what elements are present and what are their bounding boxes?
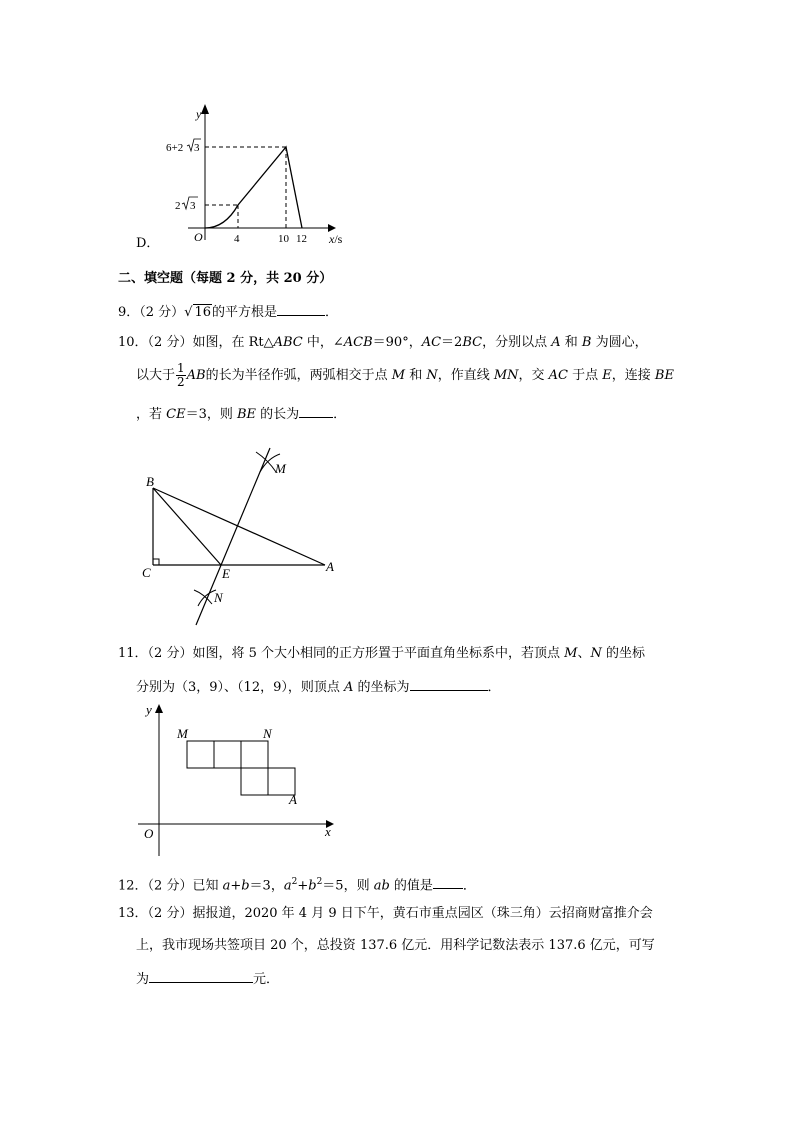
q10-point-m: M (391, 368, 406, 383)
q12-exponent: 2 (291, 877, 298, 887)
fraction-numerator: 1 (177, 361, 185, 375)
fraction-denominator: 2 (177, 375, 185, 389)
question-10-line-3 (136, 405, 346, 423)
label-o: O (144, 826, 154, 841)
q10-ac: AC (421, 335, 442, 350)
label-b: B (146, 474, 154, 489)
question-9 (118, 303, 338, 321)
segment-ba (153, 488, 325, 565)
q12-text: 的值是 (389, 878, 433, 894)
q9-answer-blank (277, 303, 325, 316)
q10-figure (130, 440, 360, 630)
arc-m-1 (256, 452, 276, 472)
question-12 (118, 874, 476, 894)
triangle-figure (130, 440, 360, 630)
x-axis-arrow (328, 224, 336, 232)
x-tick-4: 4 (234, 233, 240, 245)
square-5 (268, 768, 295, 795)
y-label: y (196, 107, 202, 121)
square-3 (241, 741, 268, 768)
question-13-line-2: 上，我市现场共签项目 20 个，总投资 137.6 亿元．用科学记数法表示 137.6 亿元，可写 (136, 938, 655, 953)
q10-text: ，交 (518, 368, 549, 383)
label-c: C (142, 565, 151, 580)
q12-a-plus-b: a+b (222, 878, 250, 894)
q12-answer-blank (433, 876, 463, 889)
q10-text: 的长为 (256, 407, 300, 422)
option-d-figure (130, 100, 360, 250)
q10-text: 中，∠ (302, 335, 344, 350)
q10-point-e: E (602, 368, 612, 383)
x-label: x/s (329, 232, 343, 246)
square-1 (187, 741, 214, 768)
q10-be: BE (236, 407, 257, 422)
q10-text: ，连接 (611, 368, 655, 383)
q12-b: b (308, 878, 317, 894)
q12-end: ． (462, 878, 476, 894)
x-tick-10: 10 (278, 233, 289, 245)
q12-a: a (283, 878, 292, 894)
origin-label: O (194, 230, 203, 244)
q10-text: ，分别以点 (482, 335, 552, 350)
y-tick-low-rad: 3 (190, 200, 196, 212)
q11-figure (130, 700, 350, 860)
q11-point-m: M (564, 646, 578, 661)
square-4 (241, 768, 268, 795)
q10-text: ，若 (136, 407, 167, 422)
option-d-label: D． (136, 236, 160, 251)
question-10-line-2 (136, 362, 674, 390)
coordinate-squares-figure (130, 700, 350, 860)
q10-text: ＝2 (441, 335, 463, 350)
q10-abc: ABC (273, 335, 303, 350)
label-a: A (326, 559, 334, 574)
q12-ab: ab (373, 878, 390, 894)
q11-point-n: N (590, 646, 602, 661)
y-axis-arrow (155, 704, 163, 713)
q13-text: 为 (136, 972, 150, 987)
question-11-line-2 (136, 678, 501, 696)
q9-number: 9．（2 分） (118, 305, 185, 320)
q10-ce: CE (166, 407, 186, 422)
label-n: N (214, 590, 223, 605)
q10-mn: MN (493, 368, 519, 383)
q11-text: 的坐标为 (353, 680, 410, 695)
segment-be (153, 488, 221, 565)
label-m: M (177, 726, 188, 741)
q12-text: ＝5，则 (322, 878, 374, 894)
q9-end: ． (325, 305, 339, 320)
q10-text: 和 (405, 368, 427, 383)
label-y: y (146, 702, 152, 717)
q13-text: 元． (253, 972, 280, 987)
graph-curve (205, 147, 302, 228)
right-angle-mark (153, 559, 159, 565)
q11-text: 11．（2 分）如图，将 5 个大小相同的正方形置于平面直角坐标系中，若顶点 (118, 646, 565, 661)
q10-text: 10．（2 分）如图，在 Rt△ (118, 335, 274, 350)
q10-ab: AB (186, 368, 206, 383)
question-11-line-1 (118, 646, 645, 662)
q11-end: ． (487, 680, 501, 695)
y-tick-low-prefix: 2 (175, 200, 181, 212)
q10-end: ． (333, 407, 347, 422)
q12-text: ＝3， (249, 878, 284, 894)
q13-answer-blank (149, 970, 253, 983)
q11-text: 、 (577, 646, 591, 661)
q10-text: 于点 (568, 368, 603, 383)
y-tick-top-rad: 3 (194, 142, 200, 154)
square-2 (214, 741, 241, 768)
label-e: E (222, 566, 230, 581)
q10-text: 为圆心， (591, 335, 648, 350)
q10-answer-blank (299, 405, 333, 418)
q10-text: 的长为半径作弧，两弧相交于点 (205, 368, 392, 383)
q11-point-a: A (344, 680, 354, 695)
x-tick-12: 12 (296, 233, 307, 245)
label-a: A (289, 792, 297, 807)
q10-be: BE (654, 368, 674, 383)
y-axis-arrow (201, 104, 209, 114)
q11-answer-blank (410, 678, 488, 691)
question-13-line-3 (136, 970, 279, 988)
y-tick-top-prefix: 6+2 (166, 142, 184, 154)
q10-point-a: A (551, 335, 561, 350)
label-x: x (325, 824, 331, 839)
q10-text: ，作直线 (437, 368, 494, 383)
q10-text: ＝3，则 (185, 407, 237, 422)
q10-text: ＝90°， (372, 335, 422, 350)
q10-acb: ACB (343, 335, 373, 350)
section-title: 二、填空题（每题 2 分，共 20 分） (118, 271, 333, 286)
question-13-line-1: 13．（2 分）据报道，2020 年 4 月 9 日下午，黄石市重点园区（珠三角）云招商财富推介会 (118, 906, 653, 921)
q10-text: 和 (560, 335, 582, 350)
q10-text: 以大于 (136, 368, 176, 383)
q10-ac: AC (548, 368, 569, 383)
q11-text: 的坐标 (601, 646, 645, 661)
sqrt-icon: √ (184, 305, 193, 320)
q10-bc: BC (462, 335, 483, 350)
q9-text: 的平方根是 (212, 305, 278, 320)
option-d-graph (130, 100, 360, 250)
q12-plus: + (297, 878, 309, 894)
q11-text: 分别为（3，9）、（12，9），则顶点 (136, 680, 344, 695)
label-m: M (275, 461, 286, 476)
q12-text: 12．（2 分）已知 (118, 878, 223, 894)
q10-point-n: N (426, 368, 438, 383)
question-10-line-1 (118, 335, 648, 351)
q12-exponent: 2 (316, 877, 323, 887)
q9-radicand: 16 (194, 305, 212, 320)
q10-point-b: B (581, 335, 592, 350)
fraction-half (176, 362, 186, 389)
label-n: N (263, 726, 272, 741)
